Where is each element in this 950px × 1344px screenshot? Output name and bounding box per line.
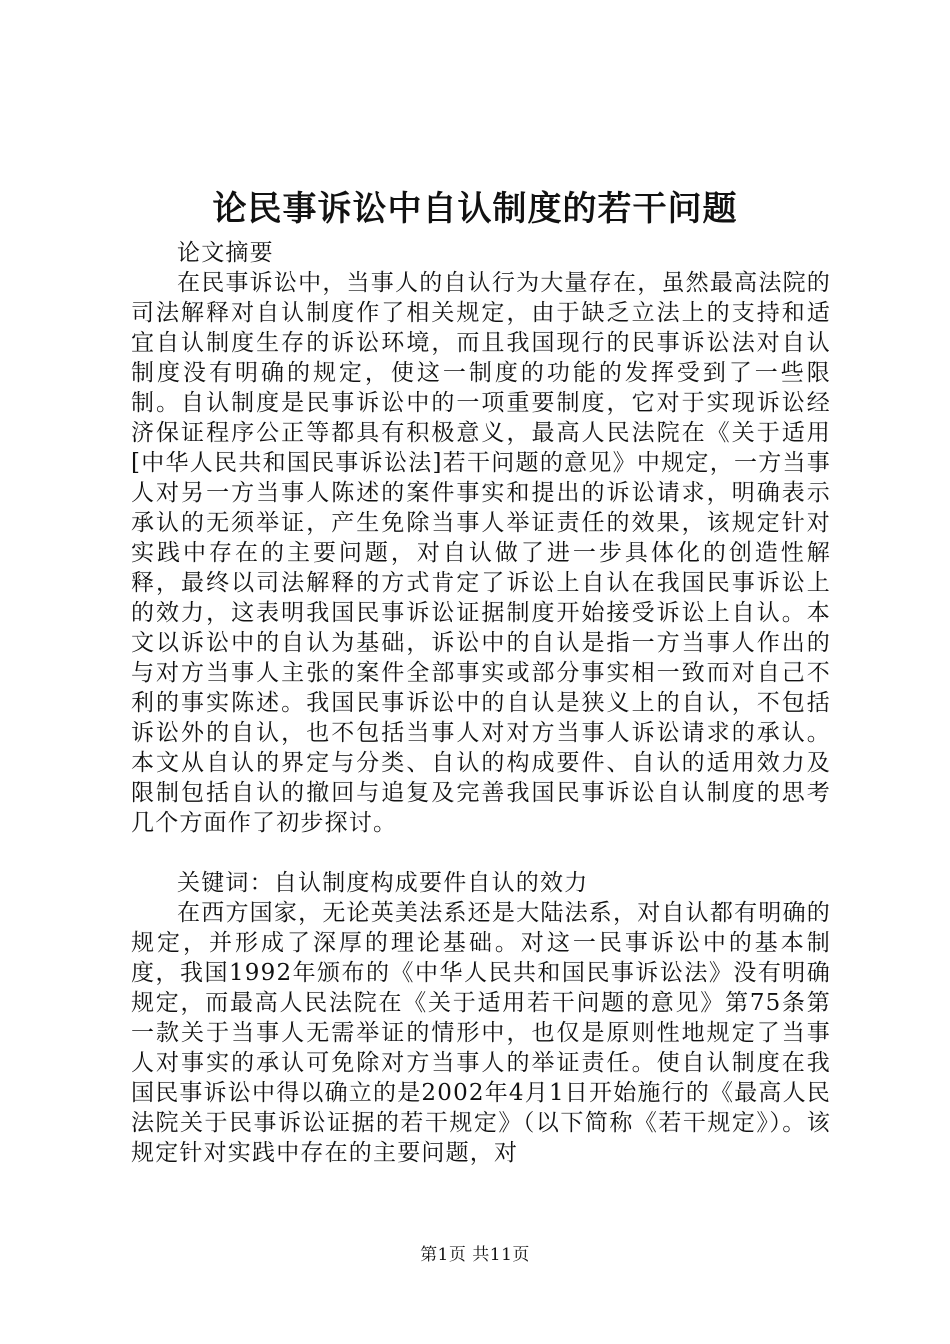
page-footer: 第1页 共11页	[420, 1245, 530, 1265]
document-body	[131, 238, 831, 1168]
paragraph-spacer	[131, 838, 831, 868]
body-paragraph: 在西方国家，无论英美法系还是大陆法系，对自认都有明确的规定，并形成了深厚的理论基础。对这一民事诉讼中的基本制度，我国1992年颁布的《中华人民共和国民事诉讼法》没有明确规定，而最高人民法院在《关于适用若干问题的意见》第75条第一款关于当事人无需举证的情形中，也仅是原则性地规定了当事人对事实的承认可免除对方当事人的举证责任。使自认制度在我国民事诉讼中得以确立的是2002年4月1日开始施行的《最高人民法院关于民事诉讼证据的若干规定》（以下简称《若干规定》）。该规定针对实践中存在的主要问题，对	[131, 900, 831, 1166]
abstract-paragraph: 在民事诉讼中，当事人的自认行为大量存在，虽然最高法院的司法解释对自认制度作了相关规定，由于缺乏立法上的支持和适宜自认制度生存的诉讼环境，而且我国现行的民事诉讼法对自认制度没有明确的规定，使这一制度的功能的发挥受到了一些限制。自认制度是民事诉讼中的一项重要制度，它对于实现诉讼经济保证程序公正等都具有积极意义，最高人民法院在《关于适用[中华人民共和国民事诉讼法]若干问题的意见》中规定，一方当事人对另一方当事人陈述的案件事实和提出的诉讼请求，明确表示承认的无须举证，产生免除当事人举证责任的效果，该规定针对实践中存在的主要问题，对自认做了进一步具体化的创造性解释，最终以司法解释的方式肯定了诉讼上自认在我国民事诉讼上的效力，这表明我国民事诉讼证据制度开始接受诉讼上自认。本文以诉讼中的自认为基础，诉讼中的自认是指一方当事人作出的与对方当事人主张的案件全部事实或部分事实相一致而对自己不利的事实陈述。我国民事诉讼中的自认是狭义上的自认，不包括诉讼外的自认，也不包括当事人对对方当事人诉讼请求的承认。本文从自认的界定与分类、自认的构成要件、自认的适用效力及限制包括自认的撤回与追复及完善我国民事诉讼自认制度的思考几个方面作了初步探讨。	[131, 270, 831, 836]
abstract-label: 论文摘要	[177, 240, 274, 266]
keywords-line: 关键词：自认制度构成要件自认的效力	[177, 870, 589, 896]
document-title: 论民事诉讼中自认制度的若干问题	[212, 189, 738, 229]
